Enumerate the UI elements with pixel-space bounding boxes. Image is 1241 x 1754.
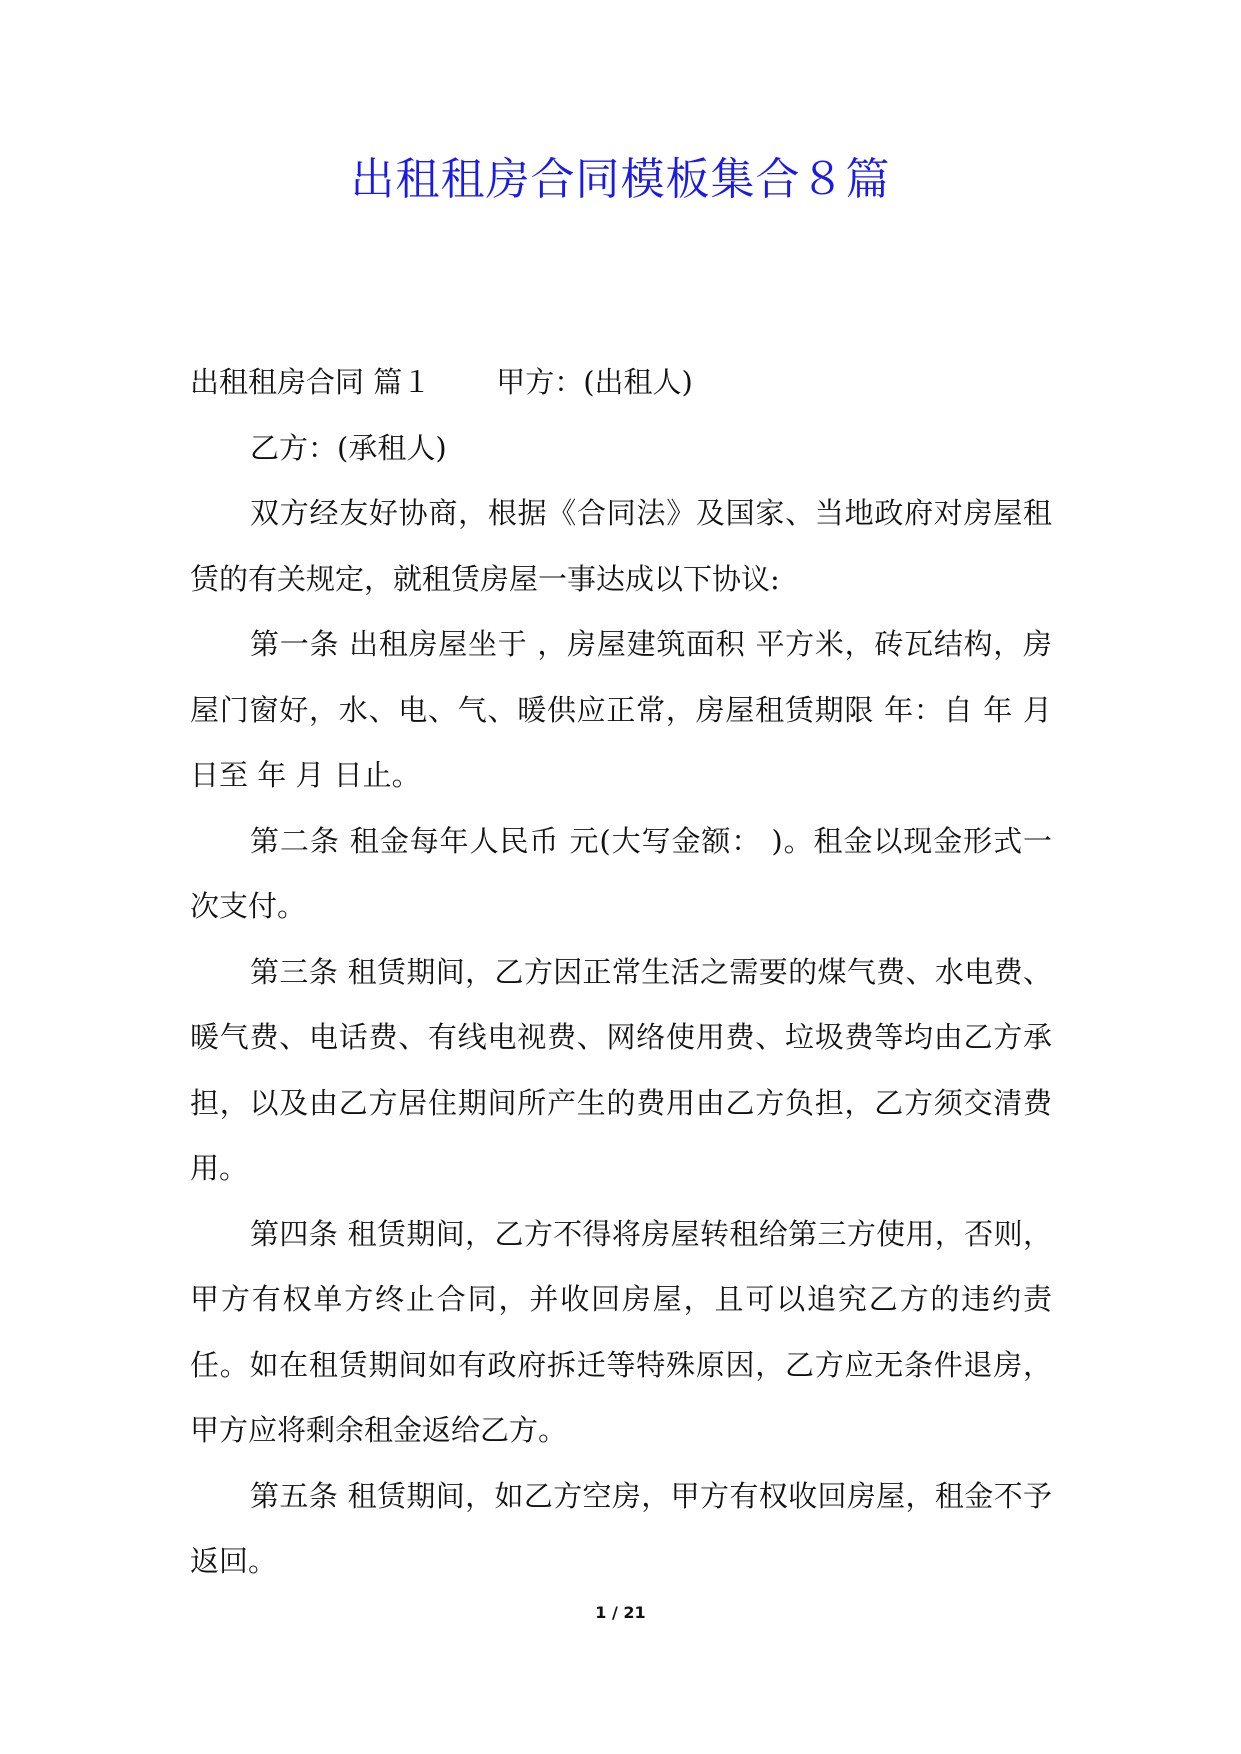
section-heading: 出租租房合同 篇１ xyxy=(190,365,432,399)
paragraph: 第五条 租赁期间，如乙方空房，甲方有权收回房屋，租金不予返回。 xyxy=(190,1478,1052,1578)
page-title: 出租租房合同模板集合８篇 xyxy=(350,154,891,205)
paragraph: 第二条 租金每年人民币 元(大写金额： )。租金以现金形式一次支付。 xyxy=(190,823,1052,923)
first-line xyxy=(190,350,1052,416)
paragraph: 第三条 租赁期间，乙方因正常生活之需要的煤气费、水电费、暖气费、电话费、有线电视费、网络使用费、垃圾费等均由乙方承担，以及由乙方居住期间所产生的费用由乙方负担，乙方须交清费用。 xyxy=(190,954,1052,1185)
paragraph: 第四条 租赁期间，乙方不得将房屋转租给第三方使用，否则，甲方有权单方终止合同，并收回房屋，且可以追究乙方的违约责任。如在租赁期间如有政府拆迁等特殊原因，乙方应无条件退房，甲方应将剩余租金返给乙方。 xyxy=(190,1216,1052,1447)
page-number: 1 / 21 xyxy=(595,1603,646,1622)
paragraph: 第一条 出租房屋坐于 ，房屋建筑面积 平方米，砖瓦结构，房屋门窗好，水、电、气、暖供应正常，房屋租赁期限 年：自 年 月 日至 年 月 日止。 xyxy=(190,627,1052,792)
document-body xyxy=(190,350,1052,1595)
spacer xyxy=(431,350,496,416)
party-a-label: 甲方：(出租人) xyxy=(496,365,693,399)
paragraph: 乙方：(承租人) xyxy=(250,430,447,465)
paragraph: 双方经友好协商，根据《合同法》及国家、当地政府对房屋租赁的有关规定，就租赁房屋一事达成以下协议: xyxy=(190,496,1052,596)
